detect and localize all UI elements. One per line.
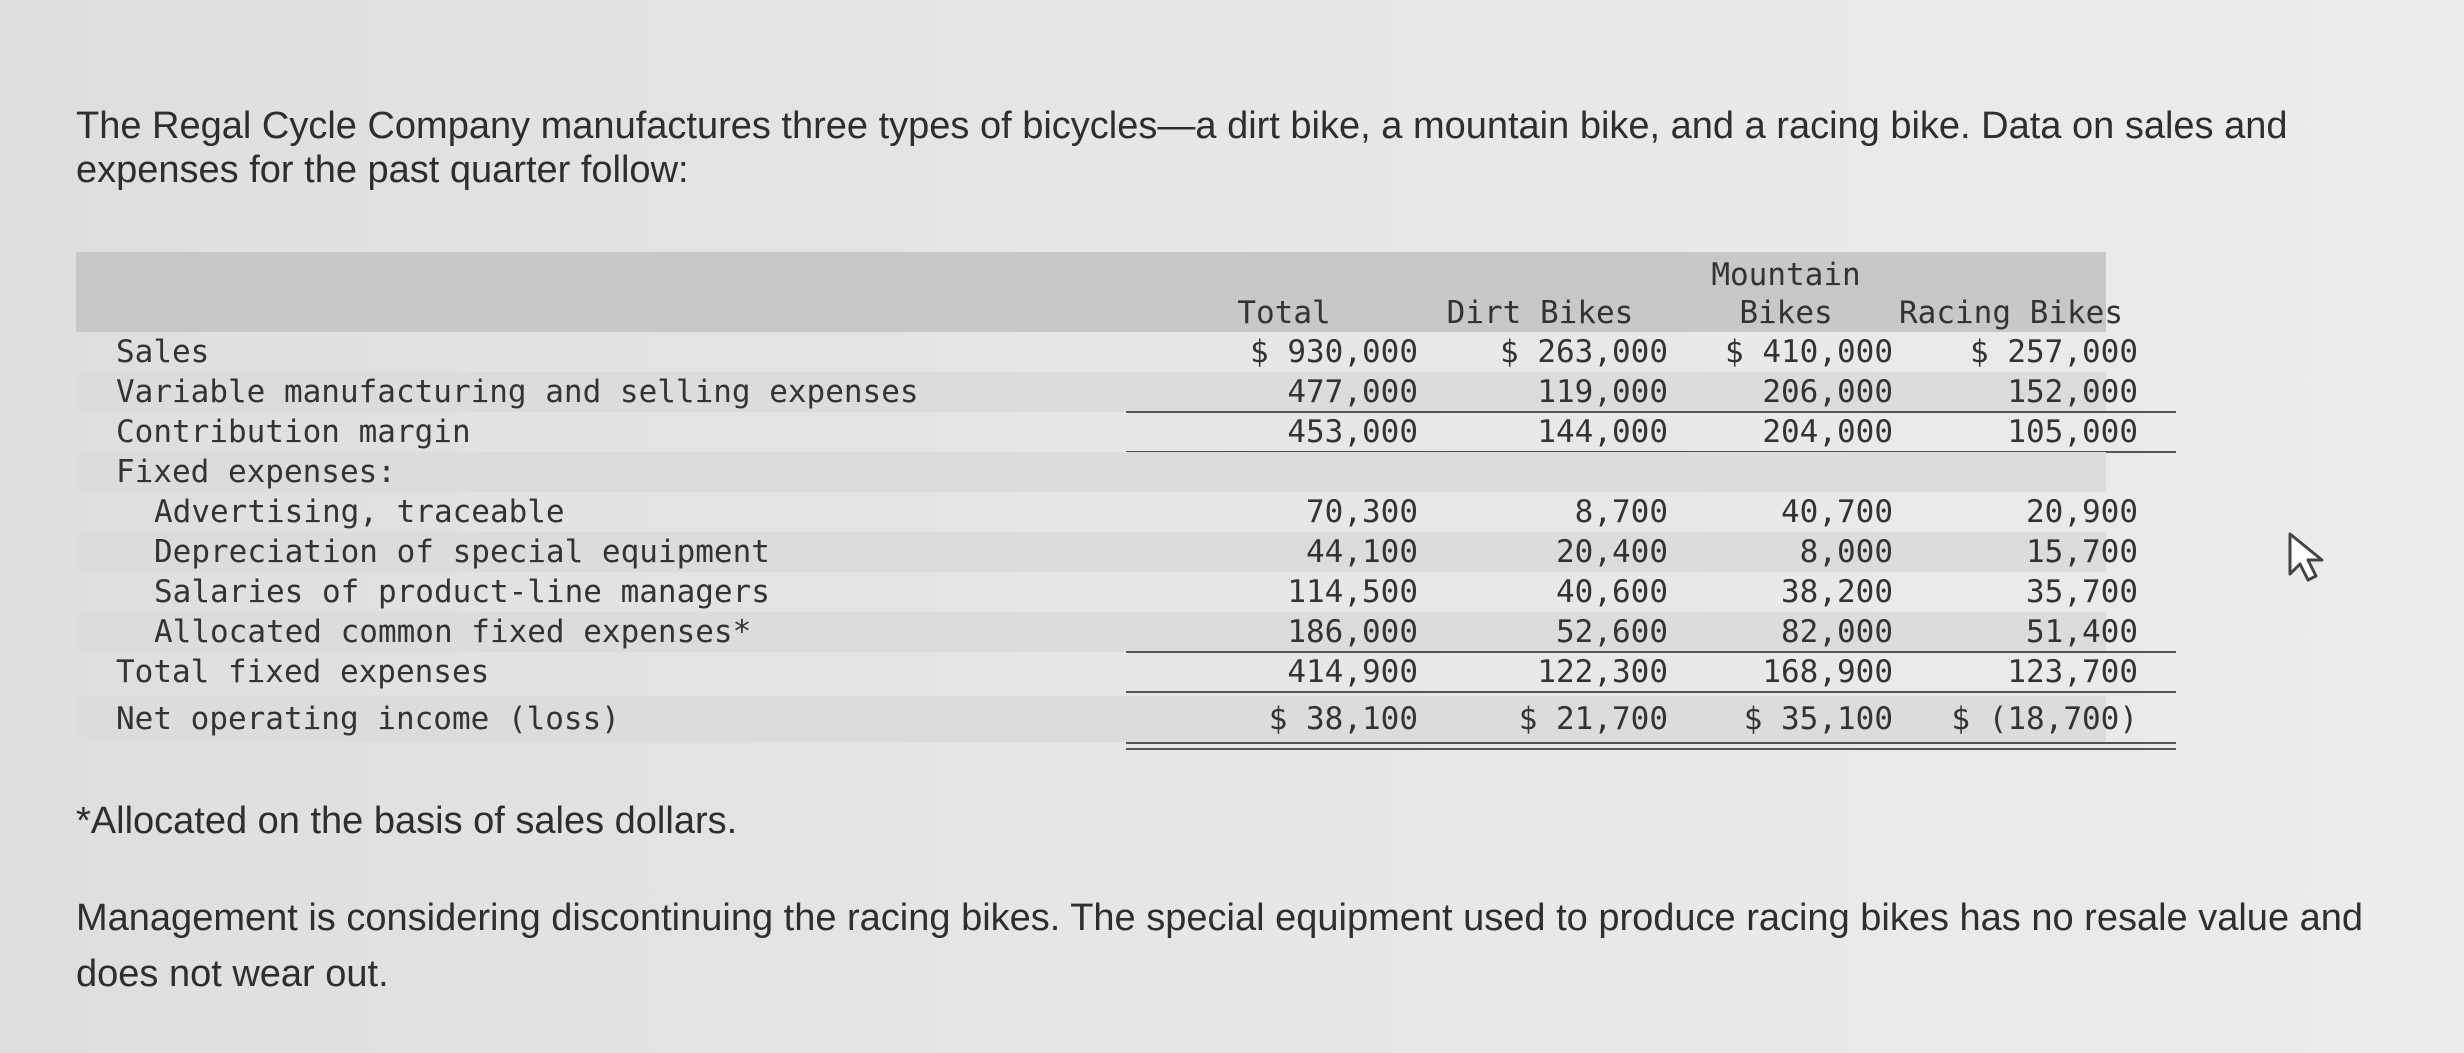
footnote: *Allocated on the basis of sales dollars. — [76, 800, 738, 842]
header-mountain-line1: Mountain — [1711, 257, 1861, 293]
cell-dirt: $ 263,000 — [1500, 334, 1668, 370]
cell-racing: 152,000 — [2007, 374, 2138, 410]
cell-total: 414,900 — [1287, 654, 1418, 690]
row-label: Fixed expenses: — [116, 454, 396, 490]
mouse-pointer-icon — [2284, 530, 2336, 586]
cell-dirt: 20,400 — [1556, 534, 1668, 570]
row-label: Contribution margin — [116, 414, 471, 450]
closing-paragraph: Management is considering discontinuing the racing bikes. The special equipment used to produce racing bikes has no resale value and does not wear out. — [76, 897, 2364, 995]
cell-racing: 105,000 — [2007, 414, 2138, 450]
cell-total: 114,500 — [1287, 574, 1418, 610]
cell-dirt: 52,600 — [1556, 614, 1668, 650]
intro-paragraph: The Regal Cycle Company manufactures three types of bicycles—a dirt bike, a mountain bike, and a racing bike. Data on sales and expenses for the past quarter follow: — [76, 105, 2288, 191]
table-row-salaries — [76, 572, 2138, 612]
cell-dirt: $ 21,700 — [1518, 701, 1668, 737]
cell-dirt: 144,000 — [1537, 414, 1668, 450]
cell-racing: 20,900 — [2026, 494, 2138, 530]
cell-dirt: 119,000 — [1537, 374, 1668, 410]
cell-racing: $ (18,700) — [1951, 701, 2138, 737]
table-row-variable-expenses — [76, 372, 2138, 412]
table-row-contribution-margin — [76, 412, 2138, 452]
cell-dirt: 8,700 — [1574, 494, 1668, 530]
cell-total: 70,300 — [1306, 494, 1418, 530]
cell-racing: 15,700 — [2026, 534, 2138, 570]
row-label: Total fixed expenses — [116, 654, 490, 690]
cell-mountain: $ 410,000 — [1725, 334, 1893, 370]
cell-mountain: 206,000 — [1762, 374, 1893, 410]
cell-racing: 123,700 — [2007, 654, 2138, 690]
cell-dirt: 122,300 — [1537, 654, 1668, 690]
cell-total: $ 38,100 — [1268, 701, 1418, 737]
cell-dirt: 40,600 — [1556, 574, 1668, 610]
double-rule-top — [1126, 742, 2176, 744]
table-row-depreciation — [76, 532, 2138, 572]
header-mountain-line2: Bikes — [1739, 295, 1833, 331]
cell-total: 186,000 — [1287, 614, 1418, 650]
cell-mountain: 40,700 — [1781, 494, 1893, 530]
cell-total: 44,100 — [1306, 534, 1418, 570]
row-label: Advertising, traceable — [154, 494, 565, 530]
table-row-net-operating-income — [76, 696, 2138, 742]
row-label: Allocated common fixed expenses* — [154, 614, 752, 650]
header-total: Total — [1237, 295, 1331, 331]
cell-total: 477,000 — [1287, 374, 1418, 410]
row-label: Salaries of product-line managers — [154, 574, 770, 610]
cell-mountain: 8,000 — [1799, 534, 1893, 570]
cell-mountain: 82,000 — [1781, 614, 1893, 650]
cell-racing: $ 257,000 — [1970, 334, 2138, 370]
cell-mountain: $ 35,100 — [1743, 701, 1893, 737]
header-dirt-bikes: Dirt Bikes — [1446, 295, 1634, 331]
row-label: Variable manufacturing and selling expenses — [116, 374, 919, 410]
row-label: Depreciation of special equipment — [154, 534, 770, 570]
cell-total: $ 930,000 — [1250, 334, 1418, 370]
total-rule — [1126, 691, 2176, 693]
cell-racing: 51,400 — [2026, 614, 2138, 650]
row-label: Sales — [116, 334, 210, 370]
cell-mountain: 168,900 — [1762, 654, 1893, 690]
income-statement-table — [76, 252, 2138, 742]
double-rule-bottom — [1126, 748, 2176, 750]
table-row-sales — [76, 332, 2138, 372]
cell-mountain: 38,200 — [1781, 574, 1893, 610]
cell-total: 453,000 — [1287, 414, 1418, 450]
table-row-advertising — [76, 492, 2138, 532]
table-row-allocated-common — [76, 612, 2138, 652]
row-label: Net operating income (loss) — [116, 701, 620, 737]
table-row-total-fixed — [76, 652, 2138, 692]
cell-mountain: 204,000 — [1762, 414, 1893, 450]
cell-racing: 35,700 — [2026, 574, 2138, 610]
header-racing-bikes: Racing Bikes — [1899, 295, 2123, 331]
table-row-fixed-expenses-heading — [76, 452, 2106, 492]
